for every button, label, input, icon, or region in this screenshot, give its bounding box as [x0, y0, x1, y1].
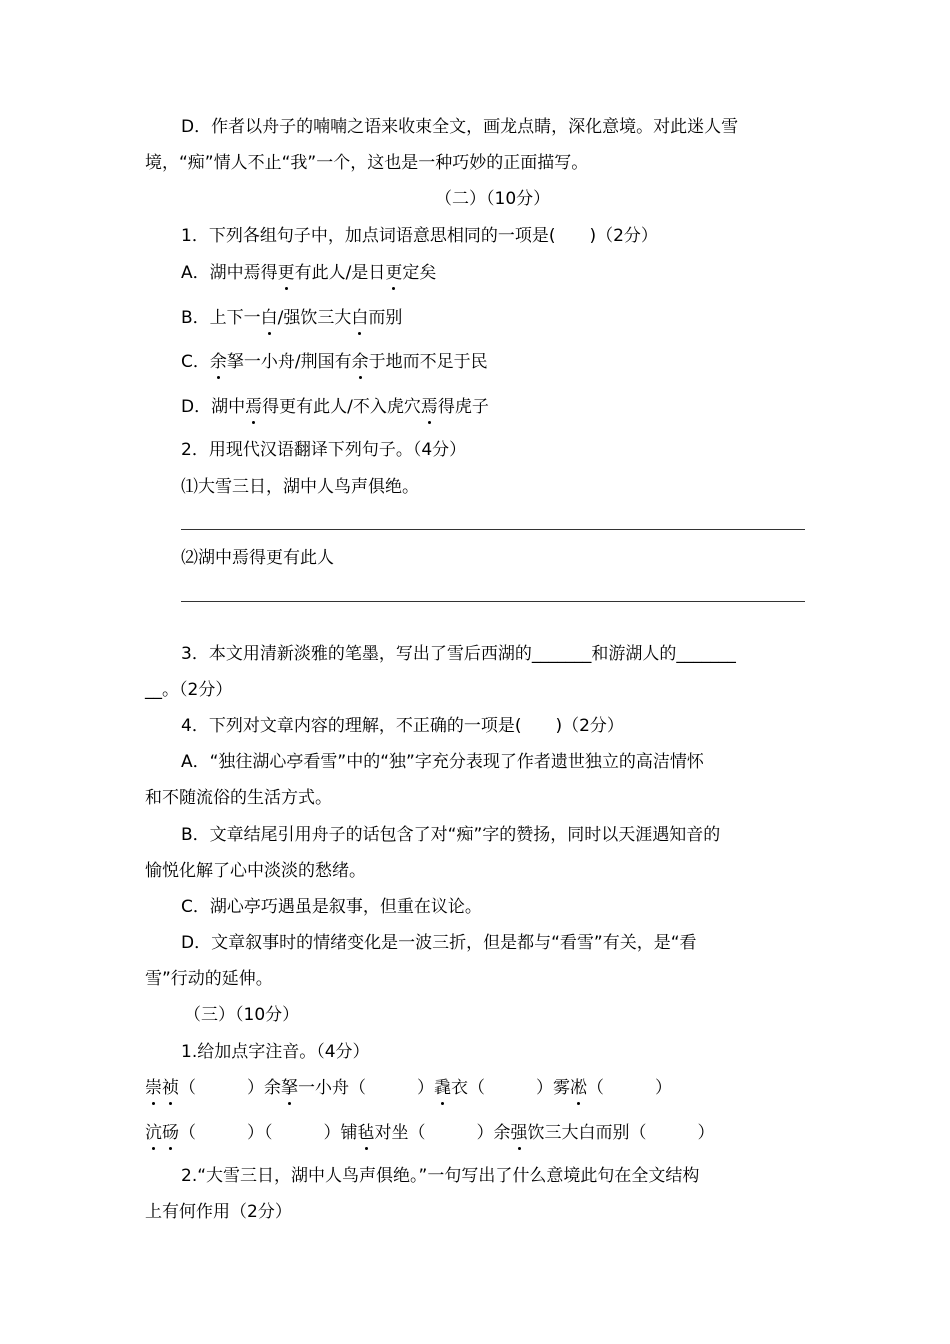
emphasis-dot-char: 强 [510, 1123, 528, 1143]
emphasis-dot-char: 更 [277, 263, 295, 283]
question-2-sentence-2: ⑵湖中焉得更有此人 [181, 548, 334, 568]
emphasis-dot-char: 祯 [162, 1078, 179, 1098]
question-2-sentence-1: ⑴大雪三日，湖中人鸟声俱绝。 [181, 477, 419, 497]
emphasis-dot-char: 沆 [145, 1123, 162, 1143]
emphasis-dot-char: 毡 [357, 1123, 375, 1143]
emphasis-dot-char: 焉 [245, 397, 263, 417]
emphasis-dot-char: 更 [385, 263, 403, 283]
answer-line-1[interactable] [181, 529, 805, 530]
question-3-line-1: 3．本文用清新淡雅的笔墨，写出了雪后西湖的_______和游湖人的_______ [181, 644, 736, 664]
question-1-option-c: C．余拏一小舟/荆国有余于地而不足于民 [181, 352, 488, 372]
question-1-option-a: A．湖中焉得更有此人/是日更定矣 [181, 263, 437, 283]
emphasis-dot-char: 余 [209, 352, 227, 372]
emphasis-dot-char: 拏 [281, 1078, 298, 1098]
question-4-option-d-line-1: D．文章叙事时的情绪变化是一波三折，但是都与“看雪”有关，是“看 [181, 933, 697, 953]
section-3-question-1-stem: 1.给加点字注音。（4分） [181, 1042, 370, 1062]
question-3-line-2: __。（2分） [145, 680, 233, 700]
emphasis-dot-char: 焉 [420, 397, 438, 417]
emphasis-dot-char: 崇 [145, 1078, 162, 1098]
emphasis-dot-char: 白 [260, 308, 278, 328]
section-2-heading: （二）（10分） [435, 189, 551, 209]
emphasis-dot-char: 余 [351, 352, 369, 372]
pinyin-row-2: 沆砀（ ）（ ）铺毡对坐（ ）余强饮三大白而别（ ） [145, 1123, 715, 1143]
question-1-option-b: B．上下一白/强饮三大白而别 [181, 308, 403, 328]
question-1-option-d: D．湖中焉得更有此人/不入虎穴焉得虎子 [181, 397, 489, 417]
question-2-stem: 2．用现代汉语翻译下列句子。（4分） [181, 440, 467, 460]
emphasis-dot-char: 砀 [162, 1123, 179, 1143]
emphasis-dot-char: 毳 [434, 1078, 451, 1098]
option-d-text-line-2: 境，“痴”情人不止“我”一个，这也是一种巧妙的正面描写。 [145, 153, 589, 173]
section-3-question-2-line-2: 上有何作用（2分） [145, 1202, 292, 1222]
section-3-heading: （三）（10分） [184, 1005, 300, 1025]
question-4-option-d-line-2: 雪”行动的延伸。 [145, 969, 273, 989]
question-4-option-b-line-1: B．文章结尾引用舟子的话包含了对“痴”字的赞扬，同时以天涯遇知音的 [181, 825, 721, 845]
question-4-option-c: C．湖心亭巧遇虽是叙事，但重在议论。 [181, 897, 482, 917]
section-3-question-2-line-1: 2.“大雪三日，湖中人鸟声俱绝。”一句写出了什么意境此句在全文结构 [181, 1166, 700, 1186]
option-d-text-line-1: D．作者以舟子的喃喃之语来收束全文，画龙点睛，深化意境。对此迷人雪 [181, 117, 739, 137]
question-4-stem: 4．下列对文章内容的理解，不正确的一项是( )（2分） [181, 716, 624, 736]
question-4-option-a-line-1: A．“独往湖心亭看雪”中的“独”字充分表现了作者遗世独立的高洁情怀 [181, 752, 704, 772]
pinyin-row-1: 崇祯（ ）余拏一小舟（ ）毳衣（ ）雾凇（ ） [145, 1078, 672, 1098]
emphasis-dot-char: 白 [351, 308, 369, 328]
answer-line-2[interactable] [181, 601, 805, 602]
emphasis-dot-char: 凇 [570, 1078, 587, 1098]
question-4-option-b-line-2: 愉悦化解了心中淡淡的愁绪。 [145, 861, 366, 881]
question-4-option-a-line-2: 和不随流俗的生活方式。 [145, 788, 332, 808]
question-1-stem: 1．下列各组句子中，加点词语意思相同的一项是( )（2分） [181, 226, 658, 246]
